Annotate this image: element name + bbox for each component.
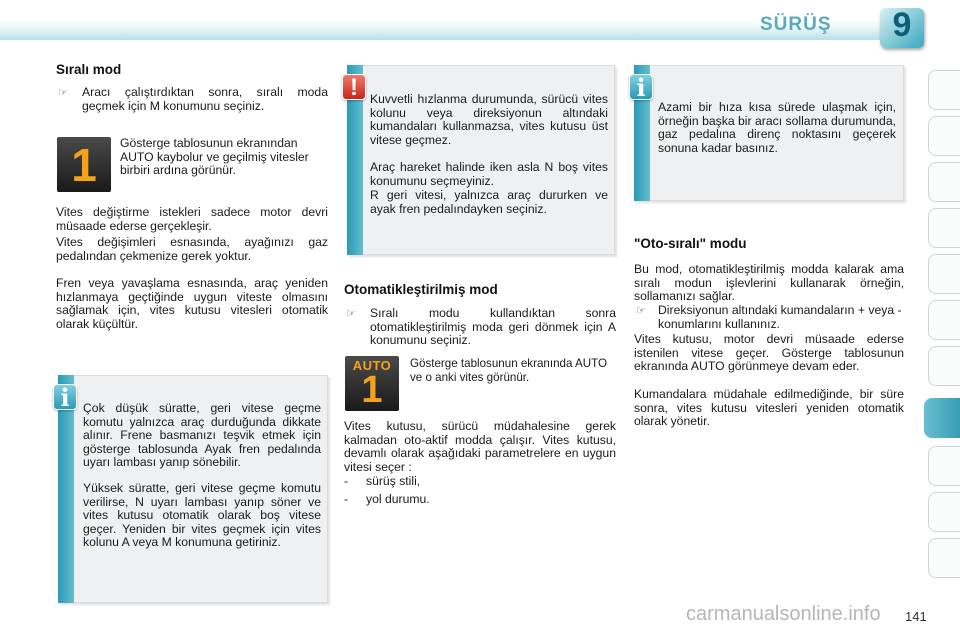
side-tab-7[interactable] xyxy=(928,346,960,386)
section-title-sequential: Sıralı mod xyxy=(56,62,122,77)
left-para-1: Vites değiştirme istekleri sadece motor devri müsaade ederse gerçekleşir. xyxy=(56,205,328,233)
gear-display-auto-word: AUTO xyxy=(352,358,392,373)
section-title-auto-sequential: "Oto-sıralı" modu xyxy=(634,236,747,251)
pointer-icon: ☞ xyxy=(346,308,356,320)
warning-icon: ! xyxy=(342,74,366,100)
chapter-title: SÜRÜŞ xyxy=(760,14,832,35)
info-icon: i xyxy=(53,384,77,410)
middle-bullet-1 xyxy=(344,307,616,348)
right-bullet-1-text: Direksiyonun altındaki kumandaların + veya - konumlarını kullanınız. xyxy=(658,303,902,331)
left-bullet-1 xyxy=(56,86,328,113)
pointer-icon: ☞ xyxy=(636,305,646,317)
pointer-icon: ☞ xyxy=(58,87,68,99)
left-para-3: Fren veya yavaşlama esnasında, araç yeniden hızlanmaya geçtiğinde uygun viteste olmasını sağlamak için, vites kutusu vitesleri otomatik olarak küçültür. xyxy=(56,276,328,331)
right-para-2: Vites kutusu, motor devri müsaade ederse istenilen vitese geçer. Gösterge tablosunun ekranında AUTO görünmeye devam eder. xyxy=(634,332,904,374)
chapter-number: 9 xyxy=(892,6,912,44)
left-display-caption: Gösterge tablosunun ekranından AUTO kaybolur ve geçilmiş vitesler birbiri ardına görünür. xyxy=(120,136,309,178)
side-tab-9[interactable] xyxy=(928,446,960,486)
page-number: 141 xyxy=(905,609,927,624)
warning-para-2: Araç hareket halinde iken asla N boş vites konumunu seçmeyiniz. xyxy=(370,160,608,188)
right-para-3: Kumandalara müdahale edilmediğinde, bir süre sonra, vites kutusu vitesleri yeniden otomatik olarak yönetir. xyxy=(634,387,904,429)
middle-display-caption: Gösterge tablosunun ekranında AUTO ve o anki vites görünür. xyxy=(410,357,608,384)
gear-display-manual xyxy=(57,137,111,192)
side-tab-5[interactable] xyxy=(928,254,960,294)
side-tab-1[interactable] xyxy=(928,70,960,110)
side-tab-4[interactable] xyxy=(928,208,960,248)
watermark: carmanualsonline.info xyxy=(686,603,881,625)
right-para-1: Bu mod, otomatikleştirilmiş modda kalarak ama sıralı modun işlevlerini kullanarak örneğin, sollamanızı sağlar. xyxy=(634,262,904,304)
left-info-para-2: Yüksek süratte, geri vitese geçme komutu verilirse, N uyarı lambası yanıp söner ve vites kutusu otomatik olarak boş vitese geçer. Yeniden bir vites geçmek için vites kolunu A veya M konumuna getiriniz. xyxy=(83,481,321,550)
list-item: - sürüş stili, xyxy=(344,474,421,488)
side-tab-6[interactable] xyxy=(928,300,960,340)
gear-display-auto xyxy=(345,356,399,411)
list-item: - yol durumu. xyxy=(344,491,430,506)
side-tab-11[interactable] xyxy=(928,538,960,578)
side-tab-2[interactable] xyxy=(928,116,960,156)
gear-display-auto-digit: 1 xyxy=(361,369,383,411)
side-tab-10[interactable] xyxy=(928,492,960,532)
info-icon: i xyxy=(629,74,653,100)
left-info-para-1: Çok düşük süratte, geri vitese geçme komutu yalnızca araç durduğunda dikkate alınır. Frene basmanızı teşvik etmek için gösterge tablosunda Ayak fren pedalında uyarı lambası yanıp sönebilir. xyxy=(83,401,321,470)
warning-para-3: R geri vitesi, yalnızca araç dururken ve ayak fren pedalındayken seçiniz. xyxy=(370,188,608,216)
side-tab-3[interactable] xyxy=(928,162,960,202)
middle-para-1: Vites kutusu, sürücü müdahalesine gerek kalmadan oto-aktif modda çalışır. Vites kutusu, devamlı olarak aşağıdaki parametrelere en uygun vitesi seçer : xyxy=(344,419,616,474)
gear-display-digit: 1 xyxy=(71,139,97,191)
right-bullet-1 xyxy=(634,304,904,331)
left-bullet-1-text: Aracı çalıştırdıktan sonra, sıralı moda geçmek için M konumunu seçiniz. xyxy=(82,85,328,113)
side-tab-active[interactable] xyxy=(924,398,960,438)
right-info-para-1: Azami bir hıza kısa sürede ulaşmak için, örneğin başka bir aracı sollama durumunda, gaz pedalına direnç noktasını geçerek sonuna kadar basınız. xyxy=(658,100,896,155)
middle-list xyxy=(344,475,616,506)
middle-bullet-1-text: Sıralı modu kullandıktan sonra otomatikleştirilmiş moda geri dönmek için A konumunu seçiniz. xyxy=(370,306,616,348)
section-title-automated: Otomatikleştirilmiş mod xyxy=(344,282,498,297)
warning-para-1: Kuvvetli hızlanma durumunda, sürücü vites kolunu veya direksiyonun altındaki kumandaları kullanmazsa, vites kutusu üst vitese geçmez. xyxy=(370,92,608,147)
left-para-2: Vites değişimleri esnasında, ayağınızı gaz pedalından çekmenize gerek yoktur. xyxy=(56,235,328,263)
